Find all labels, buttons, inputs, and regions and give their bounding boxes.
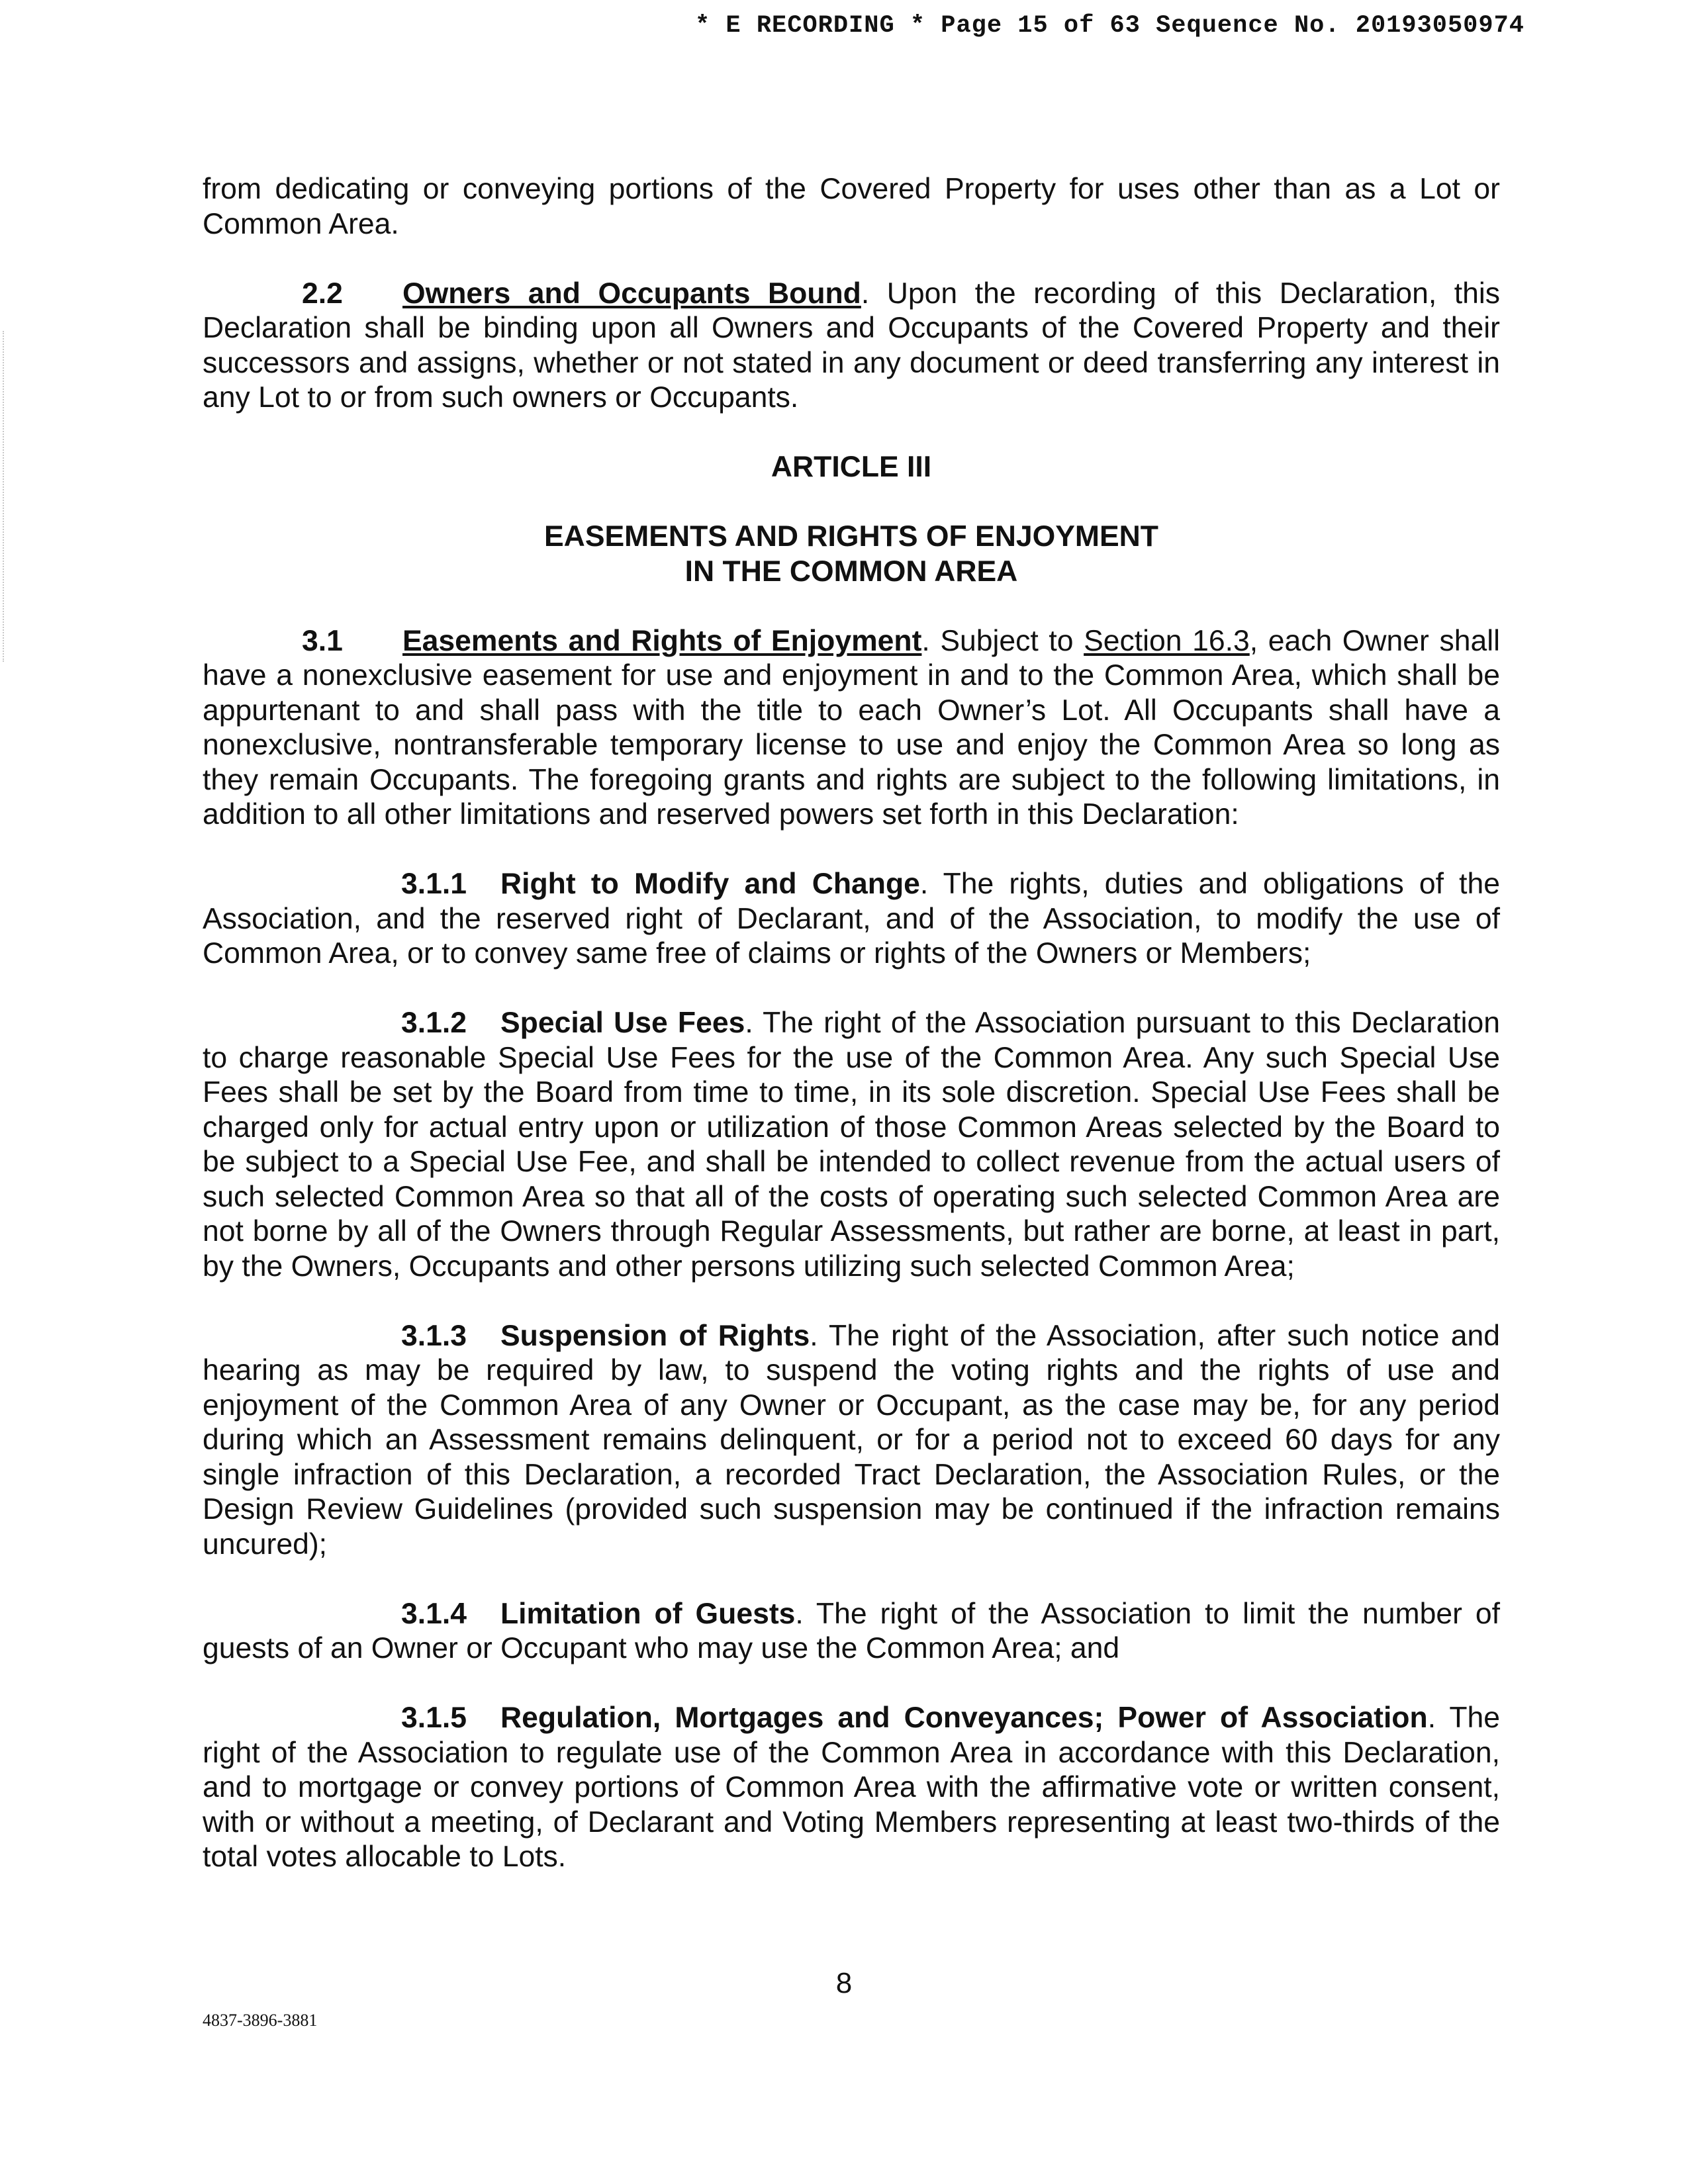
section-3-1-2 [203, 1006, 1500, 1284]
paragraph-continuation: from dedicating or conveying portions of the Covered Property for uses other than as a Lot or Common Area. [203, 173, 1500, 240]
document-body [203, 172, 1500, 1875]
section-number: 2.2 [302, 277, 343, 310]
article-title-line-1: EASEMENTS AND RIGHTS OF ENJOYMENT [544, 520, 1158, 553]
section-number: 3.1.1 [401, 868, 467, 900]
section-3-1-3 [203, 1319, 1500, 1563]
document-id: 4837-3896-3881 [203, 2011, 318, 2030]
section-heading: Special Use Fees [500, 1007, 745, 1039]
recording-stamp: * E RECORDING * Page 15 of 63 Sequence No. 20193050974 [695, 12, 1524, 40]
section-number: 3.1.4 [401, 1597, 467, 1630]
section-2-2 [203, 277, 1500, 416]
section-text: . The right of the Association pursuant to this Declaration to charge reasonable Special Use Fees for the use of the Common Area. Any such Special Use Fees shall be set by the Board from time to time, in its sole discretion. Special Use Fees shall be charged only for actual entry upon or utilization of those Common Areas selected by the Board to be subject to a Special Use Fee, and shall be intended to collect revenue from the actual users of such selected Common Area so that all of the costs of operating such selected Common Area are not borne by all of the Owners through Regular Assessments, but rather are borne, at least in part, by the Owners, Occupants and other persons utilizing such selected Common Area; [203, 1007, 1500, 1283]
section-text: . The right of the Association, after such notice and hearing as may be required by law, to suspend the voting rights and the rights of use and enjoyment of the Common Area of any Owner or Occupant, as the case may be, for any period during which an Assessment remains delinquent, or for a period not to exceed 60 days for any single infraction of this Declaration, a recorded Tract Declaration, the Association Rules, or the Design Review Guidelines (provided such suspension may be continued if the infraction remains uncured); [203, 1319, 1500, 1561]
section-number: 3.1.3 [401, 1319, 467, 1352]
section-heading: Easements and Rights of Enjoyment [402, 624, 922, 657]
article-title-line-2: IN THE COMMON AREA [684, 555, 1018, 588]
section-heading: Suspension of Rights [500, 1319, 810, 1352]
section-heading: Regulation, Mortgages and Conveyances; Power of Association [500, 1702, 1428, 1734]
margin-scan-marks [3, 331, 8, 662]
section-number: 3.1 [302, 624, 343, 657]
section-3-1 [203, 624, 1500, 833]
section-heading: Limitation of Guests [500, 1597, 796, 1630]
section-3-1-1 [203, 867, 1500, 972]
section-heading: Right to Modify and Change [500, 868, 920, 900]
section-reference: Section 16.3 [1084, 624, 1250, 657]
section-number: 3.1.5 [401, 1702, 467, 1734]
section-3-1-5 [203, 1701, 1500, 1875]
section-text: . Upon the recording of this Declaration, this Declaration shall be binding upon all Owners and Occupants of the Covered Property and their successors and assigns, whether or not stated in any document or deed transferring any interest in any Lot to or from such owners or Occupants. [203, 277, 1500, 414]
article-label: ARTICLE III [771, 451, 932, 483]
section-text: , each Owner shall have a nonexclusive easement for use and enjoyment in and to the Common Area, which shall be appurtenant to and shall pass with the title to each Owner’s Lot. All Occupants shall have a nonexclusive, nontransferable temporary license to use and enjoy the Common Area so long as they remain Occupants. The foregoing grants and rights are subject to the following limitations, in addition to all other limitations and reserved powers set forth in this Declaration: [203, 624, 1500, 831]
section-text: . The right of the Association to limit the number of guests of an Owner or Occupant who may use the Common Area; and [203, 1597, 1500, 1664]
page-number: 8 [835, 1967, 853, 1999]
section-text: . The rights, duties and obligations of the Association, and the reserved right of Declarant, and of the Association, to modify the use of Common Area, or to convey same free of claims or rights of the Owners or Members; [203, 868, 1500, 970]
section-heading: Owners and Occupants Bound [402, 277, 861, 310]
section-text: . The right of the Association to regulate use of the Common Area in accordance with this Declaration, and to mortgage or convey portions of Common Area with the affirmative vote or written consent, with or without a meeting, of Declarant and Voting Members representing at least two-thirds of the total votes allocable to Lots. [203, 1702, 1500, 1873]
section-3-1-4 [203, 1597, 1500, 1666]
section-text: . Subject to [921, 624, 1084, 657]
section-number: 3.1.2 [401, 1007, 467, 1039]
